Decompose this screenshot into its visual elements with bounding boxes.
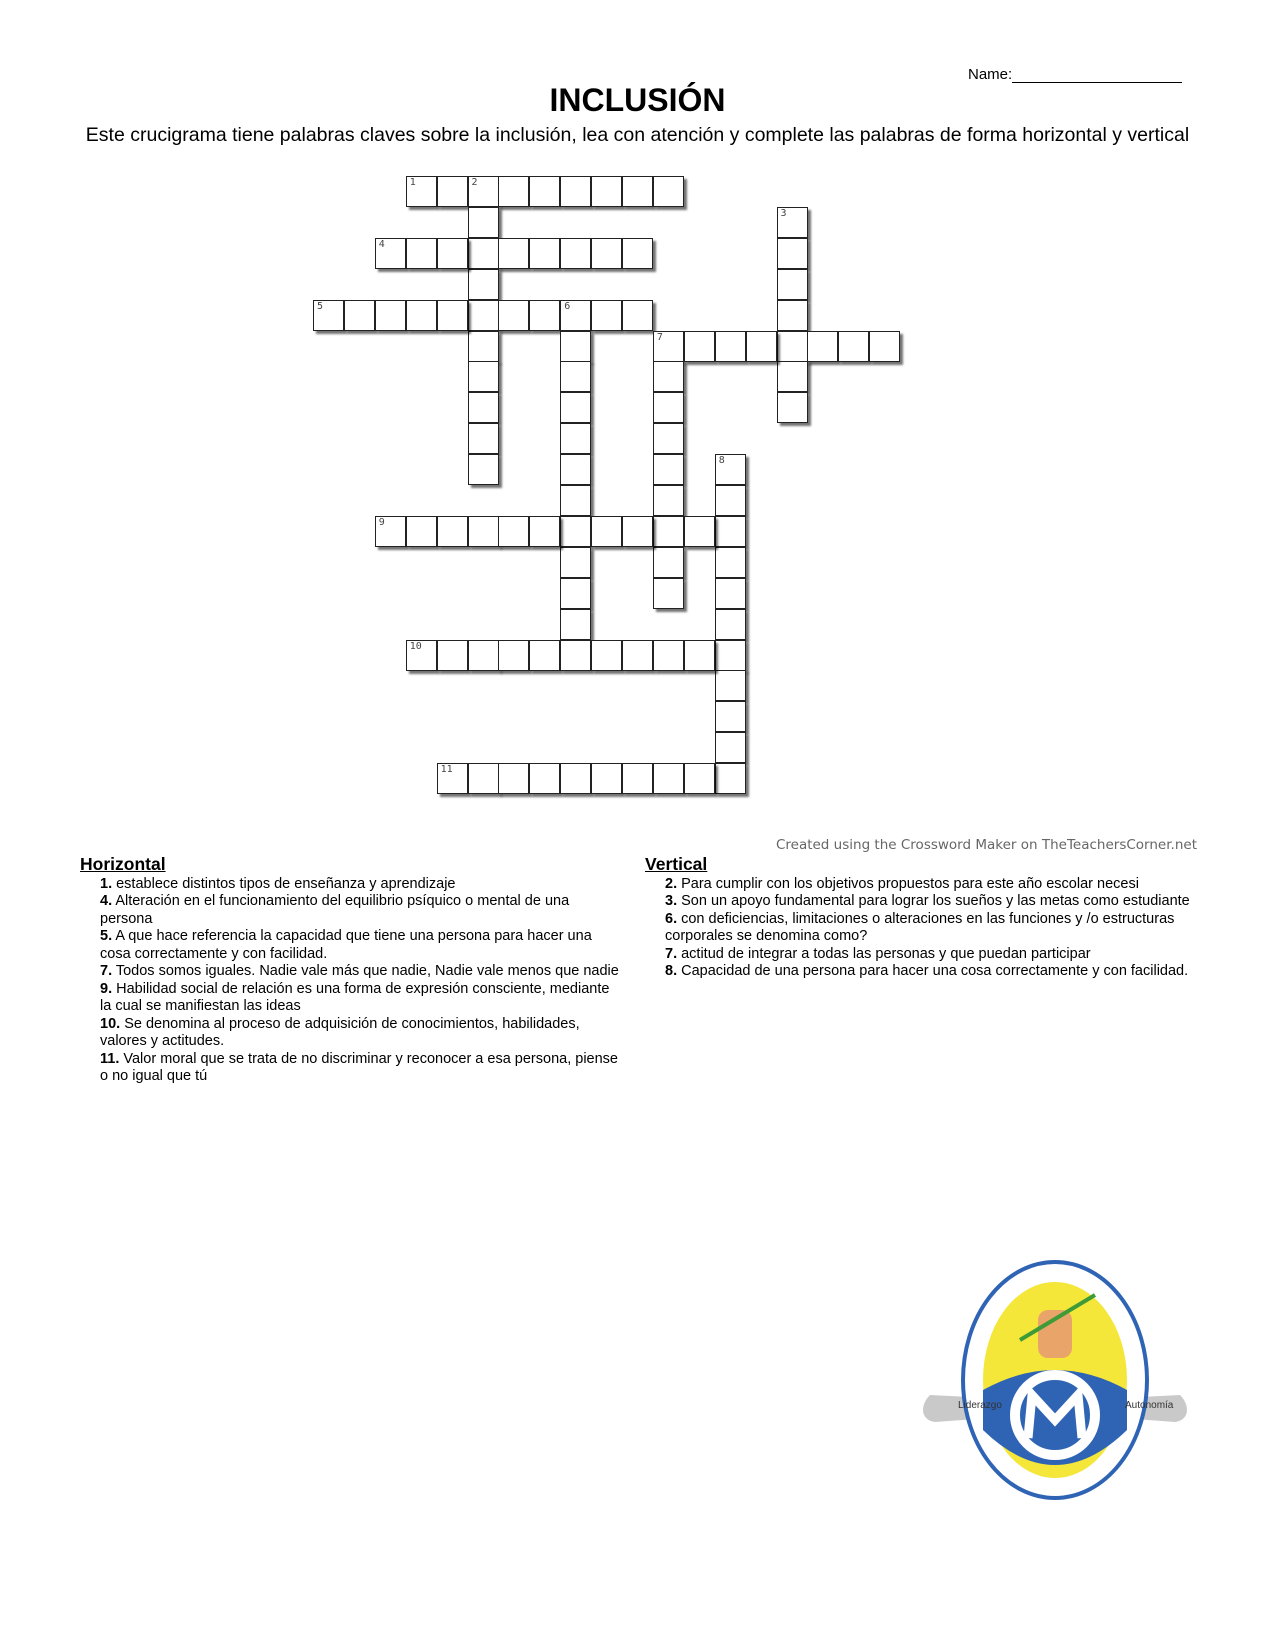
crossword-cell[interactable]: [653, 331, 684, 362]
crossword-cell[interactable]: [437, 176, 468, 207]
crossword-cell[interactable]: [468, 392, 499, 423]
clue-number: 1.: [100, 875, 113, 892]
school-logo: [910, 1250, 1200, 1510]
clue-text: Son un apoyo fundamental para lograr los sueños y las metas como estudiante: [677, 893, 1190, 909]
clue-text: A que hace referencia la capacidad que tiene una persona para hacer una cosa correctamente y con facilidad.: [100, 928, 592, 962]
crossword-cell[interactable]: [468, 640, 499, 671]
clue-item: [100, 1051, 620, 1086]
crossword-cell[interactable]: [653, 578, 684, 609]
crossword-cell[interactable]: [684, 763, 715, 794]
crossword-cell[interactable]: [622, 176, 653, 207]
crossword-cell[interactable]: [715, 701, 746, 732]
crossword-cell[interactable]: [622, 640, 653, 671]
horizontal-heading: Horizontal: [80, 854, 166, 874]
clue-number: 2.: [665, 875, 678, 892]
clue-text: Capacidad de una persona para hacer una cosa correctamente y con facilidad.: [677, 963, 1189, 979]
crossword-cell[interactable]: [869, 331, 900, 362]
crossword-cell[interactable]: [715, 732, 746, 763]
crossword-cell[interactable]: [653, 392, 684, 423]
crossword-cell[interactable]: [406, 176, 437, 207]
crossword-cell[interactable]: [498, 300, 529, 331]
crossword-cell[interactable]: [777, 300, 808, 331]
crossword-cell[interactable]: [468, 238, 499, 269]
cell-number: 10: [409, 640, 422, 652]
clue-item: [100, 893, 620, 928]
vertical-heading: Vertical: [645, 854, 708, 874]
clue-text: actitud de integrar a todas las personas y que puedan participar: [677, 945, 1091, 962]
crossword-cell[interactable]: [715, 331, 746, 362]
clue-number: 6.: [665, 910, 678, 927]
clue-number: 8.: [665, 963, 678, 979]
crossword-cell[interactable]: [777, 361, 808, 392]
crossword-cell[interactable]: [468, 176, 499, 207]
crossword-cell[interactable]: [560, 392, 591, 423]
crossword-cell[interactable]: [622, 763, 653, 794]
crossword-cell[interactable]: [807, 331, 838, 362]
crossword-cell[interactable]: [498, 176, 529, 207]
crossword-cell[interactable]: [344, 300, 375, 331]
crossword-cell[interactable]: [653, 763, 684, 794]
crossword-cell[interactable]: [622, 238, 653, 269]
name-label: Name:: [968, 66, 1013, 83]
crossword-cell[interactable]: [375, 300, 406, 331]
crossword-cell[interactable]: [529, 763, 560, 794]
crossword-cell[interactable]: [529, 640, 560, 671]
crossword-cell[interactable]: [684, 640, 715, 671]
crossword-cell[interactable]: [684, 331, 715, 362]
crossword-cell[interactable]: [622, 300, 653, 331]
crossword-cell[interactable]: [653, 454, 684, 485]
crossword-cell[interactable]: [777, 238, 808, 269]
cell-number: 4: [378, 238, 385, 250]
clue-text: con deficiencias, limitaciones o alteraciones en las funciones y /o estructuras corporales se denomina como?: [665, 910, 1175, 944]
crossword-cell[interactable]: [529, 176, 560, 207]
crossword-cell[interactable]: [468, 331, 499, 362]
logo-right-ribbon-text: Autonomía: [1125, 1400, 1174, 1411]
clue-item: [100, 981, 620, 1016]
crossword-cell[interactable]: [406, 300, 437, 331]
name-field[interactable]: [968, 66, 1182, 83]
crossword-cell[interactable]: [560, 300, 591, 331]
clue-item: [665, 963, 1195, 981]
crossword-cell[interactable]: [653, 640, 684, 671]
crossword-cell[interactable]: [653, 516, 684, 547]
crossword-cell[interactable]: [560, 238, 591, 269]
crossword-cell[interactable]: [468, 207, 499, 238]
crossword-cell[interactable]: [591, 516, 622, 547]
crossword-cell[interactable]: [529, 300, 560, 331]
cell-number: 5: [317, 300, 324, 312]
crossword-cell[interactable]: [653, 423, 684, 454]
crossword-cell[interactable]: [406, 516, 437, 547]
crossword-cell[interactable]: [622, 516, 653, 547]
crossword-cell[interactable]: [591, 763, 622, 794]
crossword-cell[interactable]: [498, 640, 529, 671]
clue-item: [100, 1016, 620, 1051]
cell-number: 3: [780, 207, 787, 219]
credit-text: Created using the Crossword Maker on TheTeachersCorner.net: [775, 837, 1197, 853]
crossword-cell[interactable]: [715, 763, 746, 794]
crossword-cell[interactable]: [468, 763, 499, 794]
crossword-cell[interactable]: [406, 640, 437, 671]
crossword-cell[interactable]: [498, 763, 529, 794]
crossword-cell[interactable]: [653, 547, 684, 578]
crossword-cell[interactable]: [715, 578, 746, 609]
crossword-cell[interactable]: [560, 640, 591, 671]
crossword-cell[interactable]: [529, 238, 560, 269]
crossword-cell[interactable]: [715, 516, 746, 547]
clue-item: [665, 911, 1195, 946]
crossword-cell[interactable]: [375, 516, 406, 547]
logo-left-ribbon-text: Liderazgo: [958, 1400, 1002, 1411]
crossword-cell[interactable]: [560, 331, 591, 362]
crossword-cell[interactable]: [468, 361, 499, 392]
crossword-cell[interactable]: [777, 392, 808, 423]
crossword-cell[interactable]: [838, 331, 869, 362]
crossword-cell[interactable]: [406, 238, 437, 269]
crossword-cell[interactable]: [746, 331, 777, 362]
crossword-cell[interactable]: [591, 300, 622, 331]
clue-number: 7.: [100, 963, 113, 979]
crossword-cell[interactable]: [715, 640, 746, 671]
crossword-cell[interactable]: [468, 269, 499, 300]
crossword-cell[interactable]: [684, 516, 715, 547]
crossword-cell[interactable]: [498, 516, 529, 547]
clue-item: [100, 963, 620, 981]
crossword-cell[interactable]: [560, 578, 591, 609]
clue-number: 3.: [665, 893, 678, 909]
crossword-cell[interactable]: [529, 516, 560, 547]
vertical-clues: [645, 856, 1195, 981]
crossword-cell[interactable]: [653, 361, 684, 392]
clue-number: 7.: [665, 945, 678, 962]
clue-text: Valor moral que se trata de no discriminar y reconocer a esa persona, piense o no igual que tú: [100, 1050, 618, 1084]
crossword-cell[interactable]: [591, 640, 622, 671]
clue-text: Para cumplir con los objetivos propuestos para este año escolar necesi: [677, 875, 1139, 892]
cell-number: 6: [564, 300, 571, 312]
crossword-cell[interactable]: [468, 516, 499, 547]
name-blank[interactable]: [1012, 68, 1182, 83]
crossword-cell[interactable]: [591, 238, 622, 269]
cell-number: 11: [440, 764, 453, 776]
cell-number: 9: [378, 516, 385, 528]
crossword-cell[interactable]: [777, 269, 808, 300]
page-title: INCLUSIÓN: [549, 82, 726, 118]
crossword-cell[interactable]: [468, 454, 499, 485]
clue-text: Alteración en el funcionamiento del equilibrio psíquico o mental de una persona: [100, 893, 570, 927]
crossword-cell[interactable]: [468, 300, 499, 331]
clue-number: 5.: [100, 928, 113, 944]
crossword-cell[interactable]: [437, 300, 468, 331]
crossword-cell[interactable]: [715, 454, 746, 485]
crossword-cell[interactable]: [777, 331, 808, 362]
crossword-cell[interactable]: [560, 361, 591, 392]
crossword-cell[interactable]: [437, 238, 468, 269]
page-subtitle: Este crucigrama tiene palabras claves sobre la inclusión, lea con atención y complete las palabras de forma horizontal y vertical: [85, 124, 1190, 146]
crossword-cell[interactable]: [468, 423, 499, 454]
crossword-cell[interactable]: [777, 207, 808, 238]
crossword-cell[interactable]: [375, 238, 406, 269]
horizontal-clues: [80, 856, 620, 1086]
clue-item: [665, 946, 1195, 964]
cell-number: 7: [656, 331, 663, 343]
crossword-cell[interactable]: [560, 176, 591, 207]
clue-item: [665, 893, 1195, 911]
clue-text: Habilidad social de relación es una forma de expresión consciente, mediante la cual se manifiestan las ideas: [100, 980, 610, 1014]
crossword-cell[interactable]: [437, 640, 468, 671]
cell-number: 1: [409, 177, 416, 188]
clue-text: Todos somos iguales. Nadie vale más que nadie, Nadie vale menos que nadie: [112, 963, 619, 979]
clue-number: 11.: [100, 1050, 120, 1067]
crossword-cell[interactable]: [560, 516, 591, 547]
crossword-cell[interactable]: [560, 423, 591, 454]
clue-number: 9.: [100, 980, 113, 997]
crossword-cell[interactable]: [560, 547, 591, 578]
cell-number: 8: [718, 455, 725, 467]
crossword-cell[interactable]: [715, 485, 746, 516]
cell-number: 2: [471, 177, 478, 188]
crossword-cell[interactable]: [560, 454, 591, 485]
crossword-cell[interactable]: [437, 763, 468, 794]
crossword-cell[interactable]: [715, 609, 746, 640]
clue-item: [100, 928, 620, 963]
crossword-cell[interactable]: [653, 485, 684, 516]
clue-text: Se denomina al proceso de adquisición de conocimientos, habilidades, valores y actitudes.: [100, 1015, 580, 1049]
crossword-cell[interactable]: [715, 670, 746, 701]
crossword-cell[interactable]: [560, 485, 591, 516]
clue-item: [100, 876, 620, 894]
crossword-cell[interactable]: [313, 300, 344, 331]
crossword-cell[interactable]: [591, 176, 622, 207]
crossword-cell[interactable]: [715, 547, 746, 578]
crossword-cell[interactable]: [437, 516, 468, 547]
crossword-cell[interactable]: [560, 609, 591, 640]
crossword-cell[interactable]: [560, 763, 591, 794]
clue-item: [665, 876, 1195, 894]
crossword-cell[interactable]: [498, 238, 529, 269]
clue-number: 4.: [100, 893, 113, 909]
crossword-cell[interactable]: [653, 176, 684, 207]
clue-number: 10.: [100, 1015, 121, 1032]
clue-text: establece distintos tipos de enseñanza y aprendizaje: [112, 875, 456, 892]
